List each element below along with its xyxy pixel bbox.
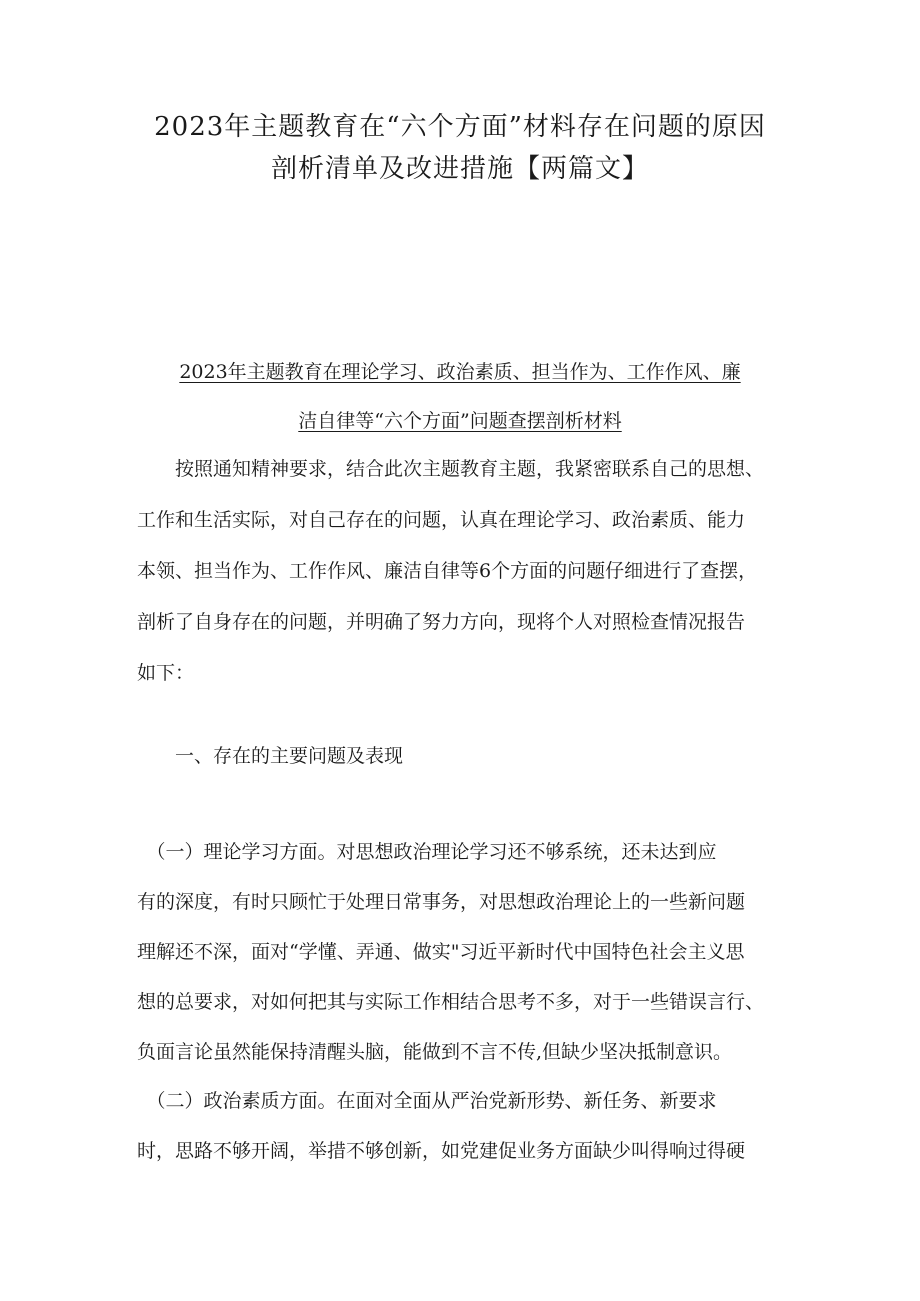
paragraph-political-quality — [137, 1089, 797, 1163]
document-title — [100, 106, 820, 190]
title-line-2: 剖析清单及改进措施【两篇文】 — [270, 154, 649, 184]
intro-line-2: 工作和生活实际，对自己存在的问题，认真在理论学习、政治素质、能力 — [137, 509, 746, 531]
para1-line-2: 有的深度，有时只顾忙于处理日常事务，对思想政治理论上的一些新问题 — [137, 891, 746, 913]
intro-line-5: 如下： — [137, 662, 195, 684]
paragraph-theory-study — [137, 840, 797, 1064]
intro-line-1: 按照通知精神要求，结合此次主题教育主题，我紧密联系自己的思想、 — [137, 458, 765, 480]
para2-line-1: （二）政治素质方面。在面对全面从严治党新形势、新任务、新要求 — [137, 1090, 717, 1112]
section-heading: 一、存在的主要问题及表现 — [175, 745, 404, 767]
para1-line-5: 负面言论虽然能保持清醒头脑，能做到不言不传,但缺少坚决抵制意识。 — [137, 1041, 733, 1063]
para1-line-4: 想的总要求，对如何把其与实际工作相结合思考不多，对于一些错误言行、 — [137, 991, 765, 1013]
subtitle-line-2: 洁自律等“六个方面”问题查摆剖析材料 — [298, 410, 622, 432]
para2-line-2: 时，思路不够开阔，举措不够创新，如党建促业务方面缺少叫得响过得硬 — [137, 1140, 746, 1162]
intro-line-4: 剖析了自身存在的问题，并明确了努力方向，现将个人对照检查情况报告 — [137, 611, 746, 633]
document-subtitle — [120, 360, 800, 433]
title-line-1: 2023年主题教育在“六个方面”材料存在问题的原因 — [154, 112, 766, 142]
intro-line-3: 本领、担当作为、工作作风、廉洁自律等6个方面的问题仔细进行了查摆， — [137, 560, 758, 582]
para1-line-3: 理解还不深，面对“学懂、弄通、做实"习近平新时代中国特色社会主义思 — [137, 941, 745, 963]
para1-line-1: （一）理论学习方面。对思想政治理论学习还不够系统，还未达到应 — [137, 841, 717, 863]
intro-paragraph — [137, 457, 797, 685]
subtitle-line-1: 2023年主题教育在理论学习、政治素质、担当作为、工作作风、廉 — [179, 361, 741, 383]
